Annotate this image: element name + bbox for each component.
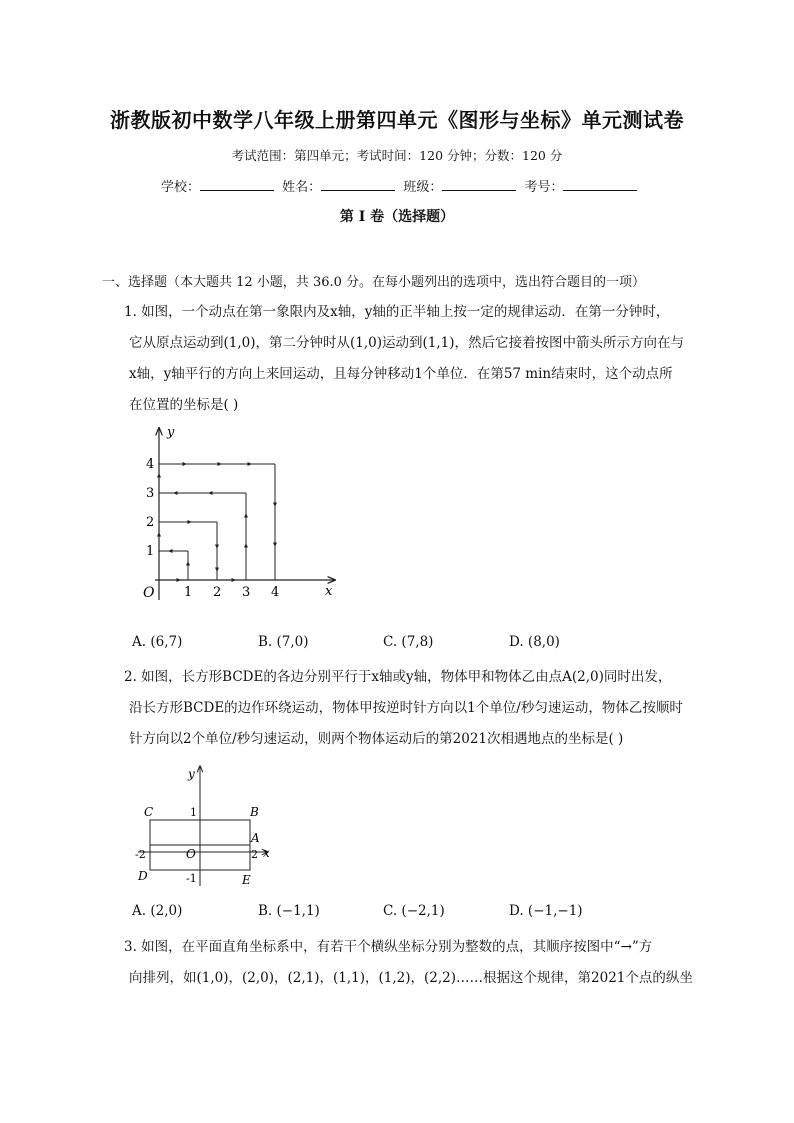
q1-y-tick-2: 2 [146,515,155,530]
q1-motion-path [159,464,275,580]
q2-line-1: 2. 如图，长方形BCDE的各边分别平行于x轴或y轴，物体甲和物体乙由点A(2,0)同时出发， [124,669,672,685]
q2-tick-right: 2 [251,848,258,861]
q3-line-1: 3. 如图，在平面直角坐标系中，有若干个横纵坐标分别为整数的点，其顺序按图中“→”方 [124,939,653,955]
q2-option-a[interactable]: A. (2,0) [132,903,183,919]
school-label: 学校： [161,180,201,195]
q2-label-e: E [242,873,251,887]
q2-option-d[interactable]: D. (−1,−1) [509,903,583,919]
q2-label-b: B [250,805,259,819]
class-label: 班级： [403,180,443,195]
q2-origin-label: O [186,847,196,861]
q1-line-4: 在位置的坐标是( ) [129,397,239,413]
school-blank[interactable] [200,178,274,191]
q1-x-tick-2: 2 [213,585,222,600]
q2-tick-left: -2 [135,848,146,861]
q1-figure [135,420,345,605]
q1-y-label: y [167,425,175,440]
q1-y-tick-1: 1 [146,544,155,559]
q1-option-b[interactable]: B. (7,0) [258,634,309,650]
q1-option-d[interactable]: D. (8,0) [509,634,560,650]
q2-tick-bottom: -1 [186,872,197,885]
q2-x-label: x [263,846,270,860]
q1-line-3: x轴，y轴平行的方向上来回运动，且每分钟移动1个单位．在第57 min结束时，这个动点所 [129,366,673,382]
number-label: 考号： [524,180,564,195]
q1-y-tick-3: 3 [146,486,155,501]
q1-option-a[interactable]: A. (6,7) [132,634,183,650]
page-title: 浙教版初中数学八年级上册第四单元《图形与坐标》单元测试卷 [110,108,684,132]
q2-label-a: A [251,831,260,845]
exam-info: 考试范围：第四单元；考试时间：120 分钟；分数：120 分 [231,148,563,163]
section-header: 一、选择题（本大题共 12 小题，共 36.0 分。在每小题列出的选项中，选出符合题目的一项） [102,275,646,290]
q2-label-d: D [138,869,148,883]
q1-option-c[interactable]: C. (7,8) [383,634,434,650]
q3-line-2: 向排列，如(1,0)，(2,0)，(2,1)，(1,1)，(1,2)，(2,2)……根据这个规律，第2021个点的纵坐 [129,970,693,986]
q2-line-2: 沿长方形BCDE的边作环绕运动，物体甲按逆时针方向以1个单位/秒匀速运动，物体乙按顺时 [129,700,683,716]
q2-tick-top: 1 [190,806,197,819]
q2-label-c: C [144,805,154,819]
q1-origin-label: O [143,585,155,601]
q1-x-tick-1: 1 [184,585,193,600]
class-blank[interactable] [442,178,516,191]
q2-figure [130,760,280,890]
student-info-fields [161,176,641,195]
q1-x-tick-3: 3 [242,585,251,600]
q2-option-c[interactable]: C. (−2,1) [383,903,445,919]
q1-y-tick-4: 4 [146,457,155,472]
q1-x-tick-4: 4 [271,585,280,600]
q2-y-label: y [188,767,195,781]
q2-line-3: 针方向以2个单位/秒匀速运动，则两个物体运动后的第2021次相遇地点的坐标是( ) [129,731,624,747]
number-blank[interactable] [563,178,637,191]
name-blank[interactable] [321,178,395,191]
q1-line-2: 它从原点运动到(1,0)，第二分钟时从(1,0)运动到(1,1)，然后它接着按图中箭头所示方向在与 [129,335,685,351]
q2-option-b[interactable]: B. (−1,1) [258,903,320,919]
q1-line-1: 1. 如图，一个动点在第一象限内及x轴，y轴的正半轴上按一定的规律运动．在第一分钟时， [124,304,670,320]
q1-x-label: x [325,584,333,599]
volume-title: 第 I 卷（选择题） [339,209,455,225]
name-label: 姓名： [282,180,322,195]
